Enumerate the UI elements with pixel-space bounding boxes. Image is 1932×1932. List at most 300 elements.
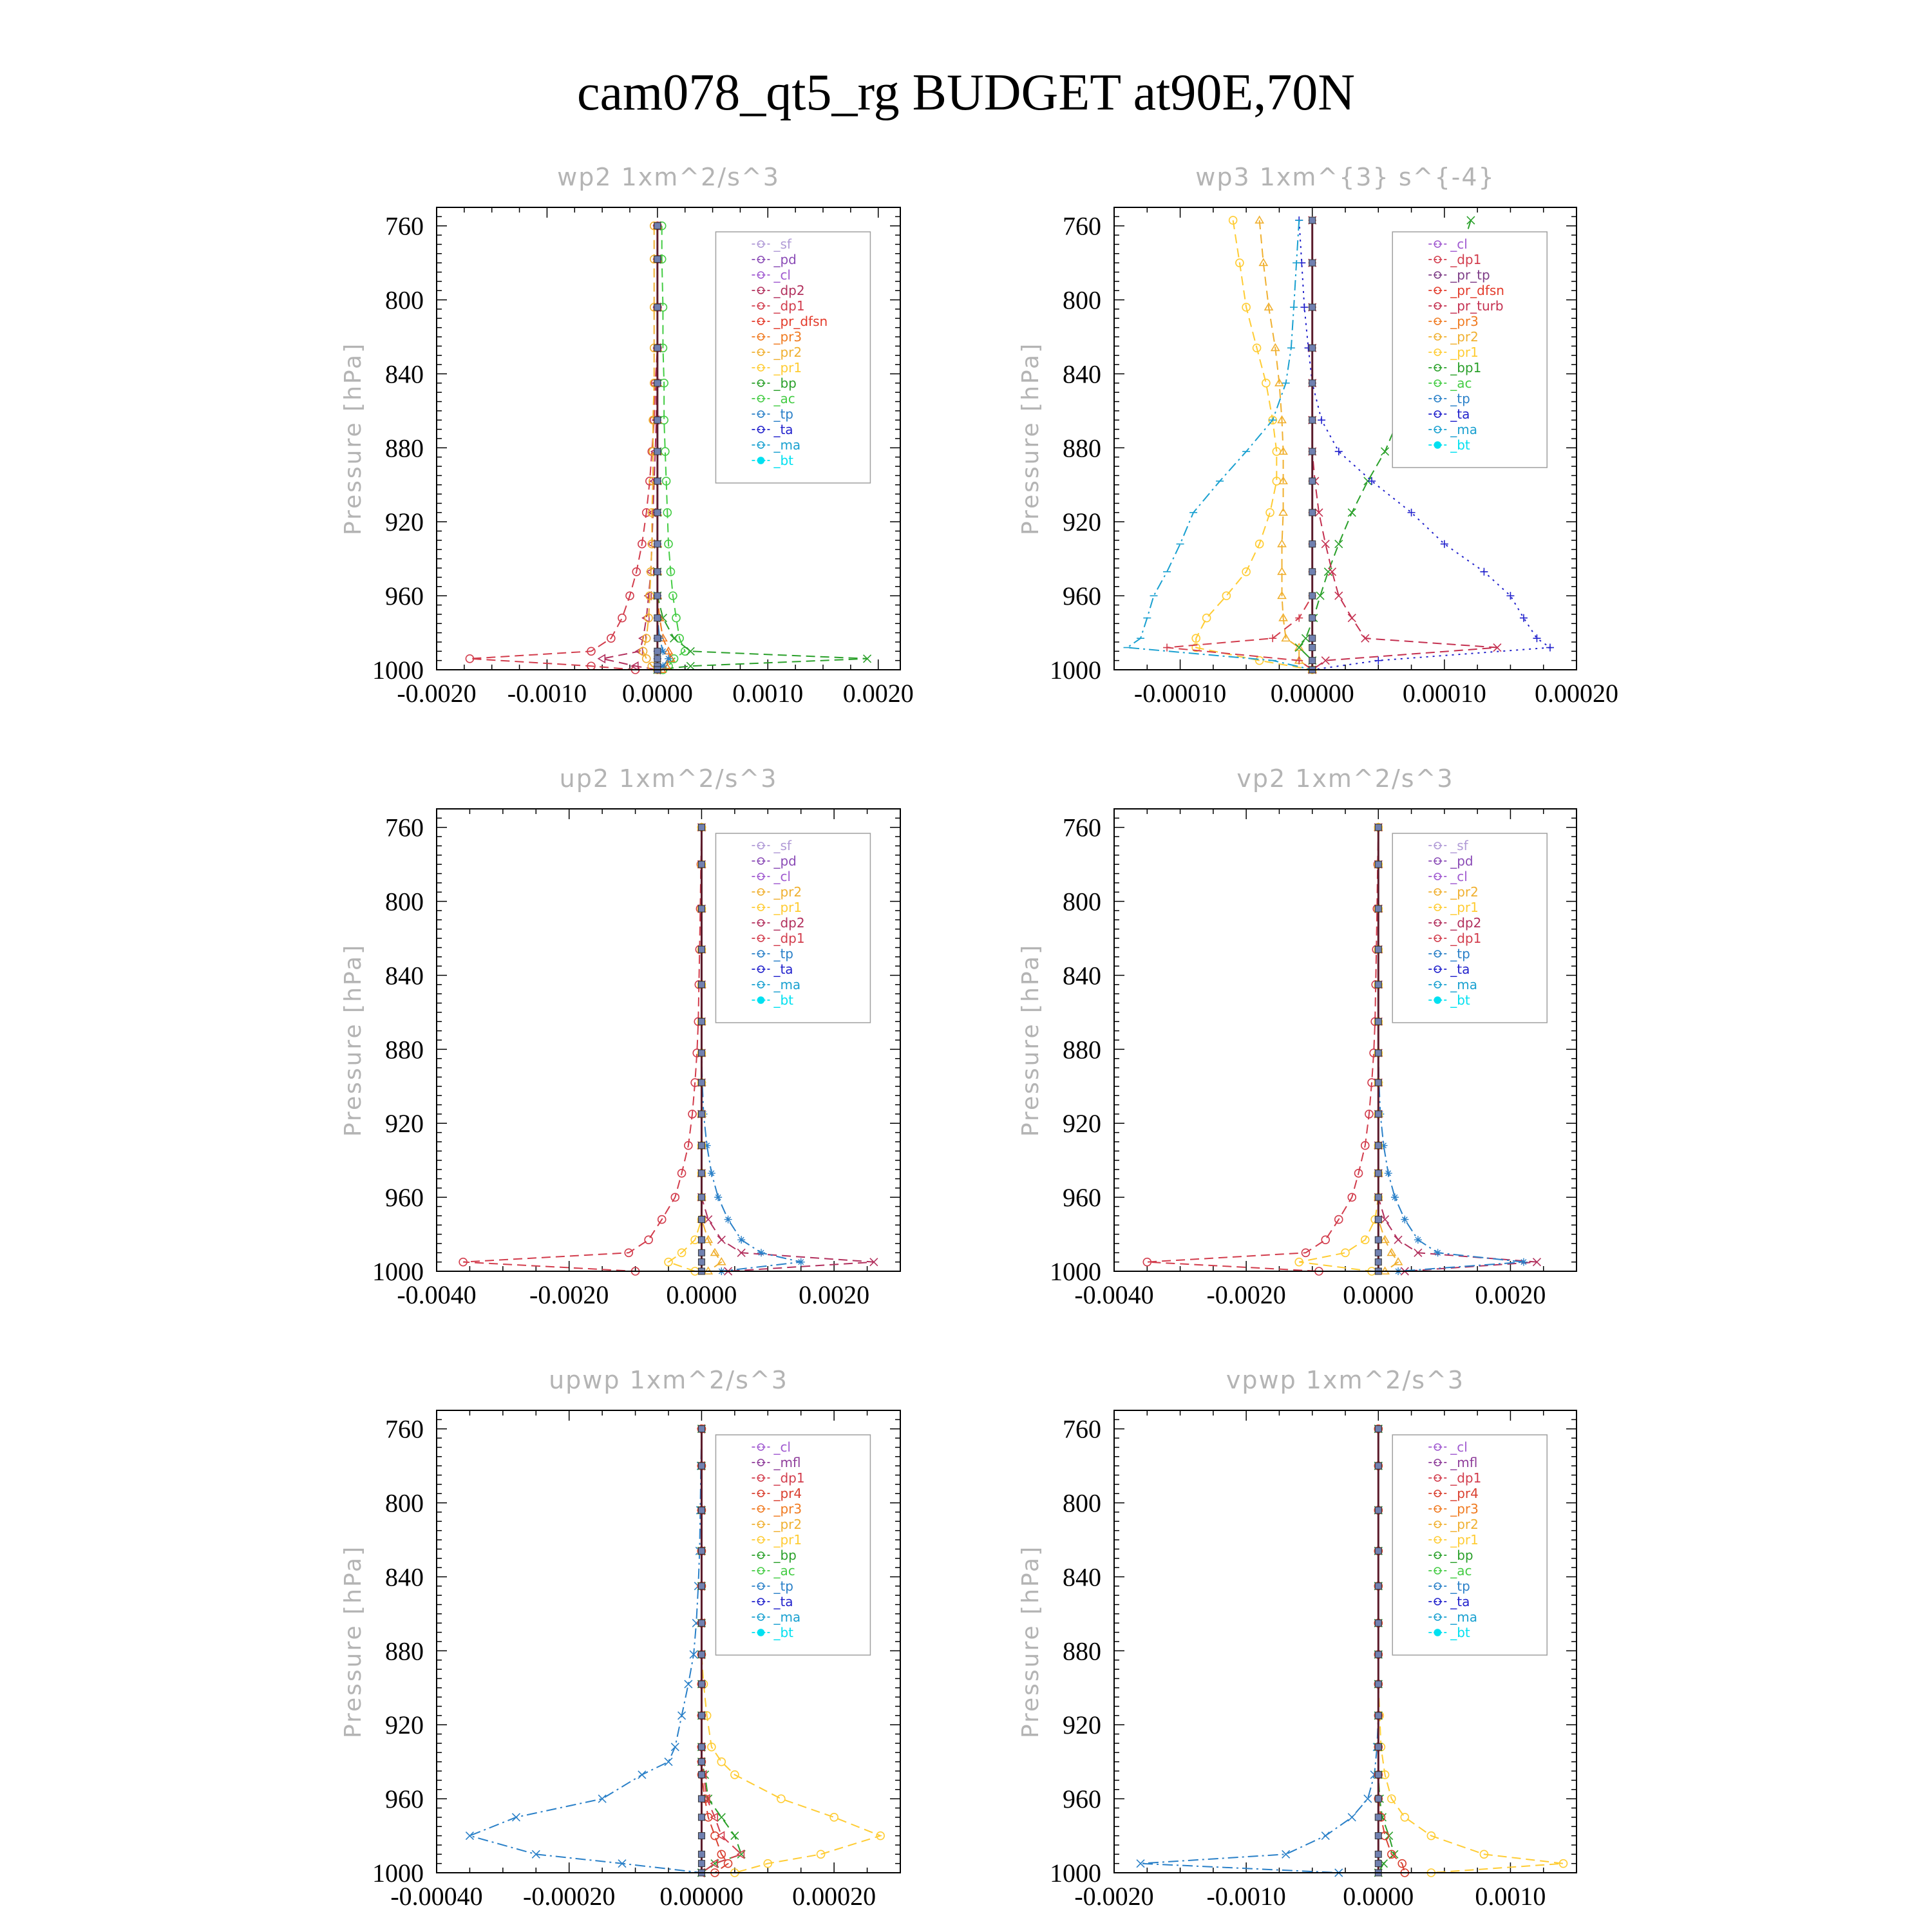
x-tick-label: 0.0010 — [732, 679, 804, 708]
y-tick-label: 920 — [1063, 1710, 1101, 1740]
legend-label: _tp — [1450, 1578, 1470, 1594]
series-bt-point — [1375, 1507, 1381, 1513]
panel-title: vpwp 1xm^2/s^3 — [1226, 1366, 1465, 1394]
series-bt-point — [698, 1548, 705, 1554]
x-tick-label: -0.0020 — [1206, 1280, 1286, 1309]
series-bt-point — [1375, 1861, 1381, 1867]
legend-label: _bp — [773, 1548, 797, 1563]
series-bt-point — [654, 656, 661, 662]
legend-label: _bp — [773, 375, 797, 391]
legend — [1392, 1435, 1547, 1655]
series-bt-point — [698, 981, 705, 988]
series-bt-point — [698, 1772, 705, 1778]
series-pr2-point — [643, 655, 650, 663]
series-tp-point — [685, 1680, 692, 1688]
legend-label: _dp1 — [773, 931, 805, 946]
legend-label: _dp1 — [773, 298, 805, 314]
x-tick-label: 0.0000 — [1343, 1280, 1414, 1309]
panel-3 — [340, 764, 900, 1309]
series-bt-point — [1375, 946, 1381, 952]
series-bt-point — [1375, 1236, 1381, 1243]
y-tick-label: 920 — [1063, 507, 1101, 537]
series-bp-point — [717, 1814, 725, 1821]
series-line — [1260, 220, 1312, 670]
legend-label: _cl — [1450, 236, 1468, 252]
legend-label: _ac — [1450, 375, 1472, 391]
legend-label: _cl — [1450, 1439, 1468, 1455]
y-axis-label: Pressure [hPa] — [1018, 341, 1044, 536]
legend-label: _ta — [1450, 1594, 1470, 1609]
legend-label: _ta — [1450, 406, 1470, 422]
legend-label: _ta — [773, 422, 793, 437]
y-axis-label: Pressure [hPa] — [1018, 1544, 1044, 1739]
y-tick-label: 1000 — [1050, 1859, 1101, 1888]
x-tick-label: 0.0020 — [1475, 1280, 1546, 1309]
y-tick-label: 880 — [385, 1035, 424, 1065]
figure-title: cam078_qt5_rg BUDGET at90E,70N — [576, 64, 1356, 121]
series-tp-point — [737, 1236, 745, 1244]
series-bt-point — [698, 861, 705, 867]
series-tp-point — [708, 1170, 715, 1177]
legend-label: _tp — [1450, 946, 1470, 961]
series-bt-point — [1375, 1620, 1381, 1626]
x-tick-label: 0.0000 — [1343, 1882, 1414, 1911]
series-pr2-point — [1394, 1258, 1402, 1265]
series-bt-point — [654, 478, 661, 484]
series-dp2-point — [1394, 1236, 1402, 1244]
series-tp-point — [724, 1216, 732, 1224]
series-tp-point — [1520, 1258, 1528, 1266]
x-tick-label: 0.00000 — [659, 1882, 744, 1911]
series-ta-point — [1480, 568, 1488, 576]
series-bt-point — [1375, 1217, 1381, 1223]
series-bt-point — [698, 1018, 705, 1025]
series-tp-point — [1385, 1170, 1392, 1177]
legend-label: _bt — [773, 453, 793, 468]
y-tick-label: 800 — [1063, 887, 1101, 916]
series-bt-point — [1375, 1712, 1381, 1719]
legend-marker — [757, 457, 764, 464]
y-tick-label: 800 — [1063, 1488, 1101, 1518]
series-line — [469, 226, 657, 670]
legend-label: _pr2 — [773, 345, 802, 360]
series-bt — [1309, 217, 1316, 673]
y-tick-label: 920 — [385, 1710, 424, 1740]
legend-label: _bp — [1450, 1548, 1473, 1563]
y-tick-label: 800 — [1063, 285, 1101, 315]
legend-label: _ma — [1450, 1609, 1477, 1625]
series-bt-point — [1375, 1463, 1381, 1469]
series-bp1-point — [1335, 540, 1343, 548]
series-tp-point — [1364, 1795, 1372, 1803]
series-dp1-point — [645, 1236, 652, 1244]
x-tick-label: 0.00000 — [1270, 679, 1354, 708]
series-bt-point — [698, 1851, 705, 1857]
series-bt-point — [1375, 1814, 1381, 1821]
panel-title: up2 1xm^2/s^3 — [559, 764, 778, 793]
y-tick-label: 960 — [1063, 1183, 1101, 1213]
y-tick-label: 880 — [1063, 1035, 1101, 1065]
series-pr1-point — [1262, 379, 1270, 387]
legend-label: _pr1 — [773, 360, 802, 375]
series-pr-turb-point — [1328, 568, 1336, 576]
x-tick-label: -0.00040 — [390, 1882, 483, 1911]
series-line — [469, 1429, 701, 1873]
series-bt-point — [698, 1194, 705, 1200]
y-tick-label: 1000 — [1050, 656, 1101, 685]
series-bt-point — [1375, 1833, 1381, 1839]
y-tick-label: 840 — [1063, 1562, 1101, 1592]
panel-title: wp3 1xm^{3} s^{-4} — [1195, 163, 1495, 191]
series-tp-point — [1434, 1249, 1442, 1256]
series-bt-point — [1375, 1142, 1381, 1149]
series-bt-point — [654, 648, 661, 654]
series-bt-point — [698, 1759, 705, 1765]
series-bt-point — [698, 1426, 705, 1432]
legend-label: _tp — [773, 1578, 793, 1594]
series-ta-point — [1318, 416, 1325, 424]
legend-label: _ta — [1450, 961, 1470, 977]
y-tick-label: 840 — [385, 961, 424, 990]
x-tick-label: 0.0010 — [1475, 1882, 1546, 1911]
series-bt-point — [654, 448, 661, 455]
series-bt-point — [1375, 1681, 1381, 1687]
panels — [340, 163, 1618, 1911]
series-bp-point — [731, 1832, 739, 1840]
series-bt-point — [698, 1744, 705, 1750]
legend — [1392, 232, 1547, 468]
series-bt-point — [1375, 1050, 1381, 1056]
series-bt-point — [698, 1861, 705, 1867]
y-tick-label: 760 — [385, 1414, 424, 1444]
series-line — [602, 226, 658, 670]
series-tp-point — [512, 1814, 520, 1821]
y-tick-label: 920 — [1063, 1109, 1101, 1139]
series-pr1-point — [1266, 509, 1274, 516]
legend-label: _tp — [1450, 391, 1470, 406]
series-bt-point — [1375, 1772, 1381, 1778]
legend-label: _dp1 — [1450, 1470, 1482, 1486]
legend-label: _pd — [773, 252, 797, 267]
legend-label: _pr_tp — [1450, 267, 1490, 283]
y-tick-label: 800 — [385, 285, 424, 315]
legend-label: _pd — [773, 853, 797, 869]
legend-label: _pr2 — [1450, 1517, 1479, 1532]
series-tp-point — [665, 1758, 672, 1766]
series-line — [1167, 220, 1312, 670]
series-bt-point — [654, 615, 661, 621]
x-tick-label: -0.0020 — [397, 679, 477, 708]
y-tick-label: 840 — [1063, 359, 1101, 389]
x-tick-label: -0.0040 — [397, 1280, 477, 1309]
series-bt-point — [654, 256, 661, 262]
series-bp1-point — [1381, 448, 1389, 455]
series-bt-point — [698, 1463, 705, 1469]
series-bt-point — [698, 1079, 705, 1086]
series-bt-point — [1375, 905, 1381, 912]
series-bt-point — [1309, 417, 1316, 423]
y-axis-label: Pressure [hPa] — [340, 943, 366, 1137]
y-tick-label: 880 — [1063, 1636, 1101, 1666]
series-bt-point — [1375, 1744, 1381, 1750]
y-axis-label: Pressure [hPa] — [1018, 943, 1044, 1137]
x-tick-label: -0.00020 — [523, 1882, 616, 1911]
series-pr1-point — [1222, 592, 1230, 600]
y-tick-label: 760 — [385, 211, 424, 241]
y-axis-label: Pressure [hPa] — [340, 1544, 366, 1739]
series-bt-point — [1375, 824, 1381, 831]
legend-label: _ac — [1450, 1563, 1472, 1578]
legend-label: _pr2 — [773, 884, 802, 900]
legend-label: _ma — [773, 1609, 801, 1625]
series-bt-point — [1309, 509, 1316, 516]
series-tp-point — [757, 1249, 765, 1256]
series-bt-point — [1309, 304, 1316, 310]
y-tick-label: 960 — [385, 1785, 424, 1814]
legend-label: _bp1 — [1450, 360, 1482, 375]
legend-label: _pr_dfsn — [773, 314, 828, 329]
y-tick-label: 800 — [385, 1488, 424, 1518]
series-bt-point — [698, 1712, 705, 1719]
legend-label: _cl — [773, 1439, 791, 1455]
series-tp-point — [714, 1193, 722, 1201]
legend-label: _dp1 — [1450, 252, 1482, 267]
series-bt-point — [698, 1170, 705, 1177]
y-tick-label: 1000 — [372, 1257, 424, 1286]
x-tick-label: -0.0010 — [507, 679, 587, 708]
y-tick-label: 960 — [1063, 1785, 1101, 1814]
series-line — [1378, 1429, 1394, 1873]
legend-label: _ac — [773, 1563, 795, 1578]
series-dp1-point — [1321, 1236, 1329, 1244]
series-bt-point — [698, 1651, 705, 1658]
y-tick-label: 840 — [385, 359, 424, 389]
y-tick-label: 880 — [385, 433, 424, 463]
series-dp1 — [466, 222, 661, 674]
series-bt-point — [1375, 981, 1381, 988]
series-bt-point — [654, 417, 661, 423]
legend-label: _cl — [773, 267, 791, 283]
y-tick-label: 1000 — [372, 656, 424, 685]
legend-label: _ta — [773, 1594, 793, 1609]
series-bt-point — [698, 824, 705, 831]
series-tp-point — [1401, 1216, 1408, 1224]
series-bt-point — [1309, 345, 1316, 351]
legend-label: _pr1 — [773, 900, 802, 915]
y-tick-label: 880 — [1063, 433, 1101, 463]
series-bt-point — [1309, 478, 1316, 484]
series-pr1-point — [830, 1814, 838, 1821]
legend-label: _bt — [1450, 437, 1470, 453]
y-tick-label: 760 — [1063, 813, 1101, 842]
series-bt-point — [698, 1507, 705, 1513]
legend-label: _sf — [773, 838, 791, 853]
series-bt-point — [1375, 1651, 1381, 1658]
y-tick-label: 1000 — [1050, 1257, 1101, 1286]
series-bt-point — [1375, 1548, 1381, 1554]
x-tick-label: 0.0020 — [799, 1280, 870, 1309]
legend-label: _dp2 — [773, 283, 805, 298]
series-bt-point — [1375, 1795, 1381, 1802]
series-bt-point — [1309, 645, 1316, 651]
series-bt-point — [654, 304, 661, 310]
series-bt-point — [1375, 1249, 1381, 1256]
series-pr2-point — [717, 1258, 725, 1265]
legend-label: _bt — [1450, 1625, 1470, 1640]
series-bt-point — [654, 509, 661, 516]
legend-label: _ma — [773, 977, 801, 992]
series-ta-point — [1533, 634, 1540, 642]
x-tick-label: -0.0020 — [1074, 1882, 1154, 1911]
series-bt-point — [1375, 1194, 1381, 1200]
legend-label: _pr_dfsn — [1450, 283, 1504, 298]
panel-1 — [340, 163, 914, 708]
legend-label: _tp — [773, 946, 793, 961]
series-bt-point — [698, 1217, 705, 1223]
panel-5 — [340, 1366, 900, 1911]
series-bt-point — [698, 1249, 705, 1256]
series-tp — [466, 1425, 705, 1877]
legend-label: _pr1 — [1450, 900, 1479, 915]
series-bt-point — [1375, 1018, 1381, 1025]
panel-title: vp2 1xm^2/s^3 — [1236, 764, 1454, 793]
series-bt-point — [654, 541, 661, 547]
y-tick-label: 840 — [385, 1562, 424, 1592]
series-dp2-point — [598, 655, 605, 663]
series-bt-point — [698, 1142, 705, 1149]
legend-label: _pr3 — [1450, 1501, 1479, 1517]
series-ta-point — [1300, 303, 1308, 311]
legend-marker — [757, 1629, 764, 1636]
series-bt-point — [1375, 1583, 1381, 1589]
legend-label: _cl — [1450, 869, 1468, 884]
x-tick-label: -0.0010 — [1206, 1882, 1286, 1911]
series-bt-point — [654, 569, 661, 575]
legend-marker — [1434, 997, 1441, 1003]
x-tick-label: 0.00020 — [792, 1882, 876, 1911]
panel-6 — [1018, 1366, 1577, 1911]
legend-label: _bt — [773, 992, 793, 1008]
series-bt-point — [698, 1620, 705, 1626]
legend-label: _pr1 — [1450, 345, 1479, 360]
series-ta-point — [1520, 614, 1528, 622]
series-bt-point — [1309, 448, 1316, 455]
x-tick-label: 0.00020 — [1535, 679, 1618, 708]
series-bt-point — [1375, 1259, 1381, 1265]
legend-label: _ac — [773, 391, 795, 406]
series-bt-point — [654, 635, 661, 641]
legend-label: _pr1 — [1450, 1532, 1479, 1548]
series-bt-point — [698, 946, 705, 952]
legend-label: _pr2 — [1450, 329, 1479, 345]
series-dp2-point — [717, 1236, 725, 1244]
legend-label: _pr_turb — [1450, 298, 1504, 314]
series-line — [1299, 828, 1378, 1271]
series-dp1 — [1143, 824, 1382, 1275]
series-pr1-point — [717, 1758, 725, 1766]
series-pr1 — [1295, 824, 1382, 1275]
series-bt-point — [654, 592, 661, 599]
series-tp-point — [797, 1258, 805, 1266]
series-bt-point — [1309, 635, 1316, 641]
legend-label: _sf — [773, 236, 791, 252]
series-pr1-point — [817, 1850, 825, 1858]
series-pr1 — [665, 824, 705, 1275]
legend-label: _sf — [1450, 838, 1468, 853]
y-tick-label: 760 — [1063, 1414, 1101, 1444]
series-bt-point — [1309, 592, 1316, 599]
series-bt-point — [654, 345, 661, 351]
series-bt-point — [654, 223, 661, 229]
legend-label: _pr2 — [773, 1517, 802, 1532]
series-bt-point — [698, 1236, 705, 1243]
series-tp-point — [1348, 1814, 1356, 1821]
y-tick-label: 920 — [385, 507, 424, 537]
series-dp1 — [459, 824, 705, 1275]
series-bt-point — [698, 1681, 705, 1687]
series-tp-point — [1414, 1236, 1422, 1244]
y-axis-label: Pressure [hPa] — [340, 341, 366, 536]
series-ac — [658, 222, 689, 674]
legend-marker — [757, 997, 764, 1003]
panel-title: upwp 1xm^2/s^3 — [549, 1366, 788, 1394]
series-bt-point — [698, 1050, 705, 1056]
series-line — [1141, 1429, 1378, 1873]
y-tick-label: 960 — [385, 1183, 424, 1213]
legend — [715, 833, 870, 1023]
y-tick-label: 840 — [1063, 961, 1101, 990]
series-bt-point — [1309, 260, 1316, 266]
series-line — [1147, 828, 1378, 1271]
series-pr-turb-point — [1348, 614, 1356, 622]
series-bp1-point — [1324, 568, 1332, 576]
x-tick-label: 0.00010 — [1402, 679, 1486, 708]
series-pr1-point — [1401, 1814, 1408, 1821]
series-bt-point — [1309, 217, 1316, 223]
series-ta-point — [1335, 448, 1343, 455]
legend-label: _ma — [1450, 422, 1477, 437]
panel-2 — [1018, 163, 1618, 708]
series-bt-point — [698, 1259, 705, 1265]
series-bt-point — [1375, 1426, 1381, 1432]
series-tp-point — [1321, 1832, 1329, 1840]
x-tick-label: -0.0020 — [529, 1280, 609, 1309]
series-bt-point — [1375, 1851, 1381, 1857]
series-pr1 — [1192, 216, 1316, 674]
series-bt-point — [698, 905, 705, 912]
legend-label: _ta — [773, 961, 793, 977]
legend-label: _pr2 — [1450, 884, 1479, 900]
series-ta-point — [1546, 644, 1554, 652]
series-bt-point — [698, 1814, 705, 1821]
series-bt-point — [1309, 380, 1316, 386]
x-tick-label: 0.0000 — [621, 679, 693, 708]
series-tp-point — [466, 1832, 473, 1840]
series-tp-point — [638, 1771, 646, 1779]
legend — [1392, 833, 1547, 1023]
series-pr1-point — [777, 1795, 785, 1803]
series-pr2-point — [1280, 509, 1287, 515]
legend-label: _dp1 — [1450, 931, 1482, 946]
y-tick-label: 760 — [385, 813, 424, 842]
series-bp1-point — [1348, 509, 1356, 516]
legend-label: _tp — [773, 406, 793, 422]
series-bt-point — [698, 1833, 705, 1839]
x-tick-label: -0.00010 — [1133, 679, 1227, 708]
series-dp1-point — [618, 614, 626, 622]
y-tick-label: 1000 — [372, 1859, 424, 1888]
series-bp1-point — [1467, 216, 1475, 224]
